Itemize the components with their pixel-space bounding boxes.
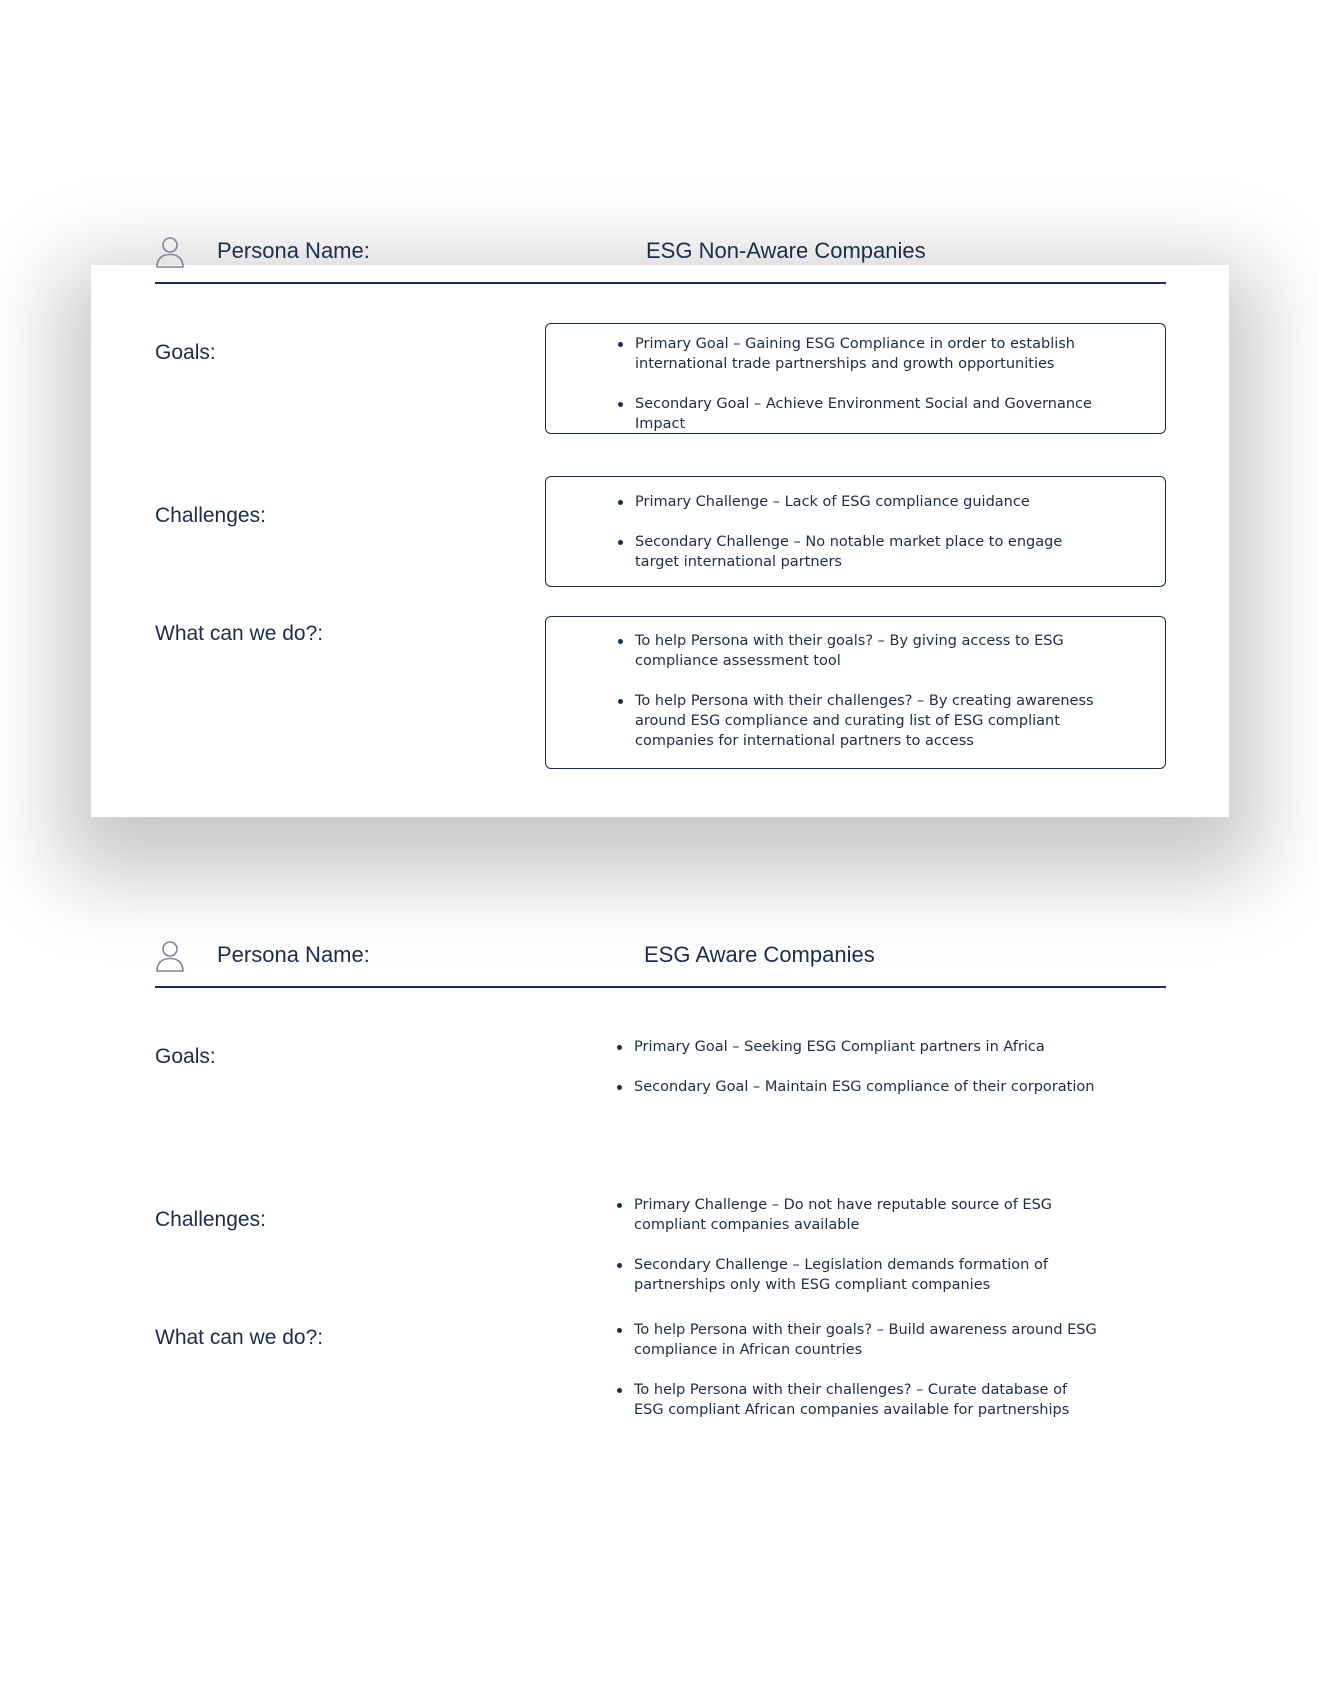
actions-box <box>545 1320 1166 1440</box>
list-item: Secondary Challenge – Legislation demands formation of partnerships only with ESG compliant companies <box>617 1255 1098 1295</box>
goals-list <box>617 1037 1138 1117</box>
goals-label: Goals: <box>155 1045 216 1068</box>
person-icon <box>155 236 185 268</box>
challenges-label: Challenges: <box>155 504 266 527</box>
persona-name-value: ESG Non-Aware Companies <box>646 238 926 263</box>
list-item: To help Persona with their goals? – Build awareness around ESG compliance in African countries <box>617 1320 1098 1360</box>
goals-box <box>545 1027 1166 1138</box>
challenges-list <box>618 492 1137 592</box>
list-item: Secondary Goal – Maintain ESG compliance of their corporation <box>617 1077 1098 1097</box>
challenges-label: Challenges: <box>155 1208 266 1231</box>
list-item: Secondary Challenge – No notable market place to engage target international partners <box>618 532 1097 572</box>
challenges-box <box>545 1180 1166 1310</box>
actions-list <box>617 1320 1138 1440</box>
list-item: Primary Goal – Gaining ESG Compliance in order to establish international trade partnerships and growth opportunities <box>618 334 1097 374</box>
list-item: To help Persona with their challenges? – By creating awareness around ESG compliance and curating list of ESG compliant companies for international partners to access <box>618 691 1097 751</box>
persona-ESG-aware <box>155 934 1166 1418</box>
goals-box <box>545 323 1166 434</box>
list-item: Primary Challenge – Do not have reputable source of ESG compliant companies available <box>617 1195 1098 1235</box>
persona-header <box>155 230 1166 284</box>
person-icon <box>155 940 185 972</box>
persona-ESG-non-aware <box>155 230 1166 749</box>
goals-label: Goals: <box>155 341 216 364</box>
challenges-list <box>617 1195 1138 1315</box>
actions-box <box>545 616 1166 769</box>
actions-label: What can we do?: <box>155 622 324 645</box>
list-item: Primary Goal – Seeking ESG Compliant partners in Africa <box>617 1037 1098 1057</box>
list-item: To help Persona with their challenges? – Curate database of ESG compliant African companies available for partnerships <box>617 1380 1098 1420</box>
persona-header <box>155 934 1166 988</box>
goals-list <box>618 334 1137 454</box>
challenges-box <box>545 476 1166 587</box>
list-item: Primary Challenge – Lack of ESG compliance guidance <box>618 492 1097 512</box>
actions-list <box>618 631 1137 771</box>
list-item: Secondary Goal – Achieve Environment Social and Governance Impact <box>618 394 1097 434</box>
persona-name-label: Persona Name: <box>217 238 370 263</box>
persona-name-label: Persona Name: <box>217 942 370 967</box>
persona-name-value: ESG Aware Companies <box>644 942 875 967</box>
list-item: To help Persona with their goals? – By giving access to ESG compliance assessment tool <box>618 631 1097 671</box>
actions-label: What can we do?: <box>155 1326 324 1349</box>
